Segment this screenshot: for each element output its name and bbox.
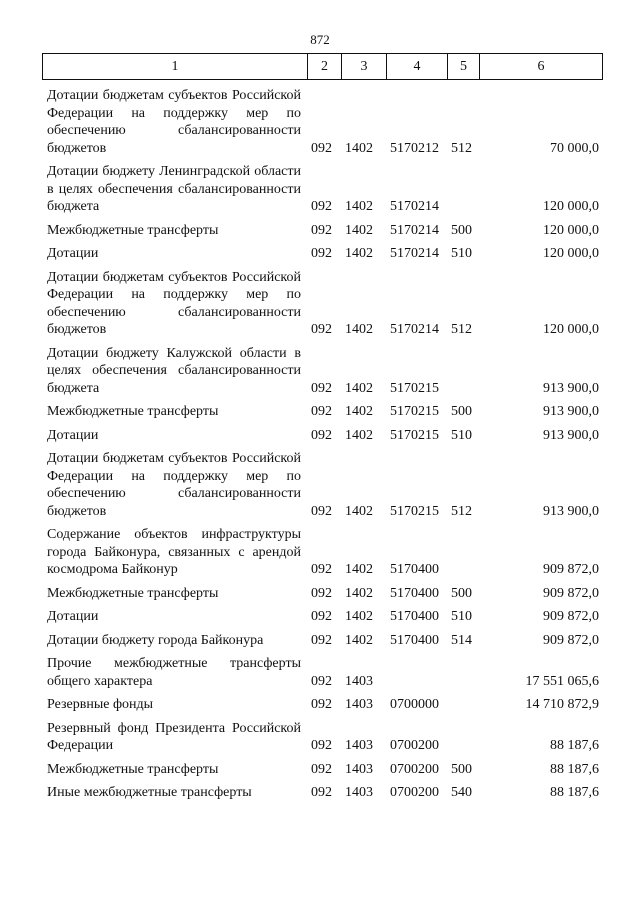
row-code-5: 512 — [451, 503, 472, 519]
row-name: Дотации бюджетам субъектов Российской Федерации на поддержку мер по обеспечению сбалансированности бюджетов — [47, 451, 301, 519]
row-code-4: 5170215 — [390, 404, 439, 419]
row-code-2: 092 — [311, 609, 332, 624]
row-amount: 17 551 065,6 — [525, 673, 599, 689]
row-code-2: 092 — [311, 697, 332, 712]
table-row — [42, 340, 602, 399]
row-code-4: 5170215 — [390, 380, 439, 396]
row-code-3: 1402 — [345, 222, 373, 238]
row-code-5: 510 — [451, 246, 472, 261]
row-code-4: 0700200 — [390, 738, 439, 753]
row-code-5: 512 — [451, 140, 472, 156]
row-code-5: 500 — [451, 585, 472, 601]
row-amount: 909 872,0 — [543, 632, 599, 648]
table-row — [42, 264, 602, 340]
column-header: 4 — [387, 54, 448, 80]
row-code-3: 1403 — [345, 738, 373, 753]
row-amount: 88 187,6 — [550, 738, 599, 753]
row-code-2: 092 — [311, 562, 332, 577]
row-code-2: 092 — [311, 322, 332, 337]
row-amount: 70 000,0 — [550, 140, 599, 156]
row-code-5 — [447, 158, 479, 217]
row-code-5 — [447, 521, 479, 580]
row-name: Межбюджетные трансферты — [47, 761, 219, 777]
table-row — [42, 650, 602, 691]
row-code-5: 510 — [451, 427, 472, 443]
row-code-4: 5170400 — [390, 609, 439, 624]
row-code-2: 092 — [311, 427, 332, 443]
column-header: 6 — [480, 54, 603, 80]
row-code-3: 1402 — [345, 404, 373, 419]
table-row — [42, 422, 602, 446]
row-name: Дотации бюджету Ленинградской области в целях обеспечения сбалансированности бюджета — [47, 164, 301, 214]
row-code-2: 092 — [311, 404, 332, 419]
column-header-table — [42, 53, 603, 80]
row-name: Иные межбюджетные трансферты — [47, 785, 252, 800]
row-code-3: 1402 — [345, 609, 373, 624]
row-code-5: 514 — [451, 632, 472, 648]
row-code-4: 0700000 — [390, 697, 439, 712]
row-code-2: 092 — [311, 785, 332, 800]
row-name: Межбюджетные трансферты — [47, 222, 219, 238]
row-code-2: 092 — [311, 738, 332, 753]
table-row — [42, 627, 602, 651]
row-name: Резервный фонд Президента Российской Федерации — [47, 720, 301, 753]
row-code-5: 500 — [451, 761, 472, 777]
table-row — [42, 240, 602, 264]
row-amount: 14 710 872,9 — [525, 697, 599, 712]
row-amount: 909 872,0 — [543, 562, 599, 577]
row-name: Дотации бюджетам субъектов Российской Федерации на поддержку мер по обеспечению сбалансированности бюджетов — [47, 269, 301, 337]
row-code-3: 1402 — [345, 427, 373, 443]
row-amount: 120 000,0 — [543, 199, 599, 214]
table-row — [42, 779, 602, 803]
row-name: Содержание объектов инфраструктуры города Байконура, связанных с арендой космодрома Байконур — [47, 527, 301, 577]
row-amount: 909 872,0 — [543, 585, 599, 601]
table-row — [42, 756, 602, 780]
row-name: Межбюджетные трансферты — [47, 585, 219, 601]
row-code-5: 540 — [451, 785, 472, 800]
row-code-4 — [386, 650, 447, 691]
table-row — [42, 158, 602, 217]
row-code-5 — [447, 691, 479, 715]
row-code-3: 1402 — [345, 322, 373, 337]
table-row — [42, 580, 602, 604]
table-row — [42, 398, 602, 422]
column-header: 3 — [342, 54, 387, 80]
row-code-3: 1402 — [345, 585, 373, 601]
row-amount: 913 900,0 — [543, 380, 599, 396]
row-name: Дотации — [47, 246, 99, 261]
row-code-5: 500 — [451, 222, 472, 238]
row-name: Дотации бюджету Калужской области в целях обеспечения сбалансированности бюджета — [47, 345, 301, 396]
table-row — [42, 715, 602, 756]
row-amount: 909 872,0 — [543, 609, 599, 624]
row-code-3: 1403 — [345, 785, 373, 800]
row-name: Дотации бюджетам субъектов Российской Федерации на поддержку мер по обеспечению сбалансированности бюджетов — [47, 88, 301, 156]
row-code-5 — [447, 650, 479, 691]
row-code-2: 092 — [311, 673, 332, 689]
row-name: Прочие межбюджетные трансферты общего характера — [47, 656, 301, 689]
row-name: Дотации бюджету города Байконура — [47, 632, 264, 648]
row-code-4: 0700200 — [390, 785, 439, 800]
column-header: 1 — [43, 54, 308, 80]
row-code-2: 092 — [311, 585, 332, 601]
budget-table — [42, 82, 602, 803]
row-code-3: 1403 — [345, 697, 373, 712]
row-name: Межбюджетные трансферты — [47, 404, 219, 419]
column-header: 2 — [308, 54, 342, 80]
row-amount: 913 900,0 — [543, 427, 599, 443]
row-code-5 — [447, 340, 479, 399]
row-amount: 120 000,0 — [543, 322, 599, 337]
row-amount: 88 187,6 — [550, 785, 599, 800]
row-amount: 913 900,0 — [543, 404, 599, 419]
table-row — [42, 691, 602, 715]
row-code-2: 092 — [311, 199, 332, 214]
row-code-3: 1402 — [345, 562, 373, 577]
row-code-2: 092 — [311, 761, 332, 777]
table-row — [42, 82, 602, 158]
row-code-3: 1403 — [345, 673, 373, 689]
row-code-4: 5170400 — [390, 562, 439, 577]
row-code-2: 092 — [311, 222, 332, 238]
row-amount: 88 187,6 — [550, 761, 599, 777]
row-amount: 913 900,0 — [543, 503, 599, 519]
row-name: Резервные фонды — [47, 697, 154, 712]
table-row — [42, 521, 602, 580]
row-code-5 — [447, 715, 479, 756]
row-code-5: 510 — [451, 609, 472, 624]
row-code-2: 092 — [311, 246, 332, 261]
row-code-5: 512 — [451, 322, 472, 337]
row-code-2: 092 — [311, 380, 332, 396]
row-code-4: 5170400 — [390, 585, 439, 601]
row-code-4: 5170214 — [390, 222, 439, 238]
column-header-row — [43, 54, 603, 80]
row-code-4: 0700200 — [390, 761, 439, 777]
row-code-4: 5170215 — [390, 503, 439, 519]
row-code-3: 1402 — [345, 199, 373, 214]
table-row — [42, 217, 602, 241]
row-code-4: 5170214 — [390, 246, 439, 261]
row-code-5: 500 — [451, 404, 472, 419]
row-code-2: 092 — [311, 503, 332, 519]
column-header: 5 — [448, 54, 480, 80]
row-code-4: 5170215 — [390, 427, 439, 443]
table-row — [42, 603, 602, 627]
row-code-4: 5170400 — [390, 632, 439, 648]
row-code-3: 1402 — [345, 246, 373, 261]
row-code-2: 092 — [311, 632, 332, 648]
row-code-3: 1402 — [345, 380, 373, 396]
page-number: 872 — [310, 32, 330, 47]
row-code-3: 1402 — [345, 632, 373, 648]
row-code-4: 5170212 — [390, 140, 439, 156]
row-amount: 120 000,0 — [543, 246, 599, 261]
table-row — [42, 445, 602, 521]
row-name: Дотации — [47, 609, 99, 624]
row-code-2: 092 — [311, 140, 332, 156]
row-code-3: 1402 — [345, 140, 373, 156]
row-code-4: 5170214 — [390, 322, 439, 337]
row-code-4: 5170214 — [390, 199, 439, 214]
row-code-3: 1403 — [345, 761, 373, 777]
row-amount: 120 000,0 — [543, 222, 599, 238]
row-code-3: 1402 — [345, 503, 373, 519]
row-name: Дотации — [47, 427, 99, 443]
budget-table-body — [42, 82, 602, 803]
